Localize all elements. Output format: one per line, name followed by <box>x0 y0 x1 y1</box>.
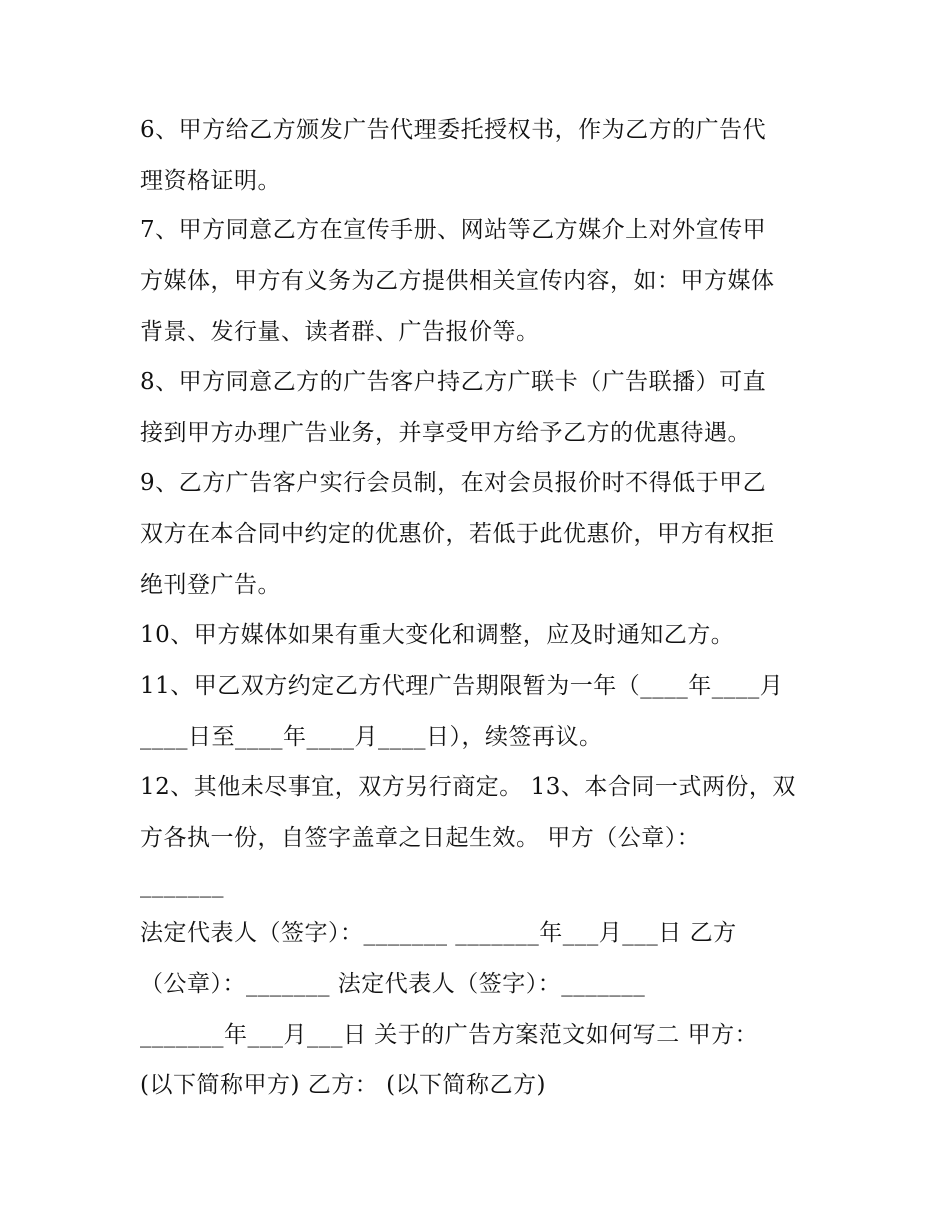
text-line: _______年___月___日 关于的广告方案范文如何写二 甲方： <box>140 1022 759 1048</box>
text-line: 6、甲方给乙方颁发广告代理委托授权书，作为乙方的广告代 <box>140 117 767 143</box>
text-line: 12、其他未尽事宜，双方另行商定。 13、本合同一式两份，双 <box>140 774 796 800</box>
text-line: 方媒体，甲方有义务为乙方提供相关宣传内容，如：甲方媒体 <box>140 268 775 294</box>
text-line: 方各执一份，自签字盖章之日起生效。 甲方（公章）： <box>140 825 701 851</box>
signature-blank: _______ <box>140 872 224 898</box>
text-line: 双方在本合同中约定的优惠价，若低于此优惠价，甲方有权拒 <box>140 521 775 547</box>
text-line: 接到甲方办理广告业务，并享受甲方给予乙方的优惠待遇。 <box>140 420 751 446</box>
text-line: 8、甲方同意乙方的广告客户持乙方广联卡（广告联播）可直 <box>140 369 767 395</box>
text-line: 10、甲方媒体如果有重大变化和调整，应及时通知乙方。 <box>140 622 735 648</box>
text-line: 理资格证明。 <box>140 168 281 194</box>
text-line: 法定代表人（签字）：_______ _______年___月___日 乙方 <box>140 920 737 946</box>
text-line: 7、甲方同意乙方在宣传手册、网站等乙方媒介上对外宣传甲 <box>140 217 767 243</box>
text-line: (以下简称甲方) 乙方： (以下简称乙方) <box>140 1072 547 1098</box>
text-line: 绝刊登广告。 <box>140 572 281 598</box>
text-line: ____日至____年____月____日），续签再议。 <box>140 724 603 750</box>
text-line: 9、乙方广告客户实行会员制，在对会员报价时不得低于甲乙 <box>140 470 767 496</box>
text-line: （公章）：_______ 法定代表人（签字）：_______ <box>140 971 646 997</box>
text-line: 11、甲乙双方约定乙方代理广告期限暂为一年（____年____月 <box>140 673 784 699</box>
text-line: 背景、发行量、读者群、广告报价等。 <box>140 319 540 345</box>
